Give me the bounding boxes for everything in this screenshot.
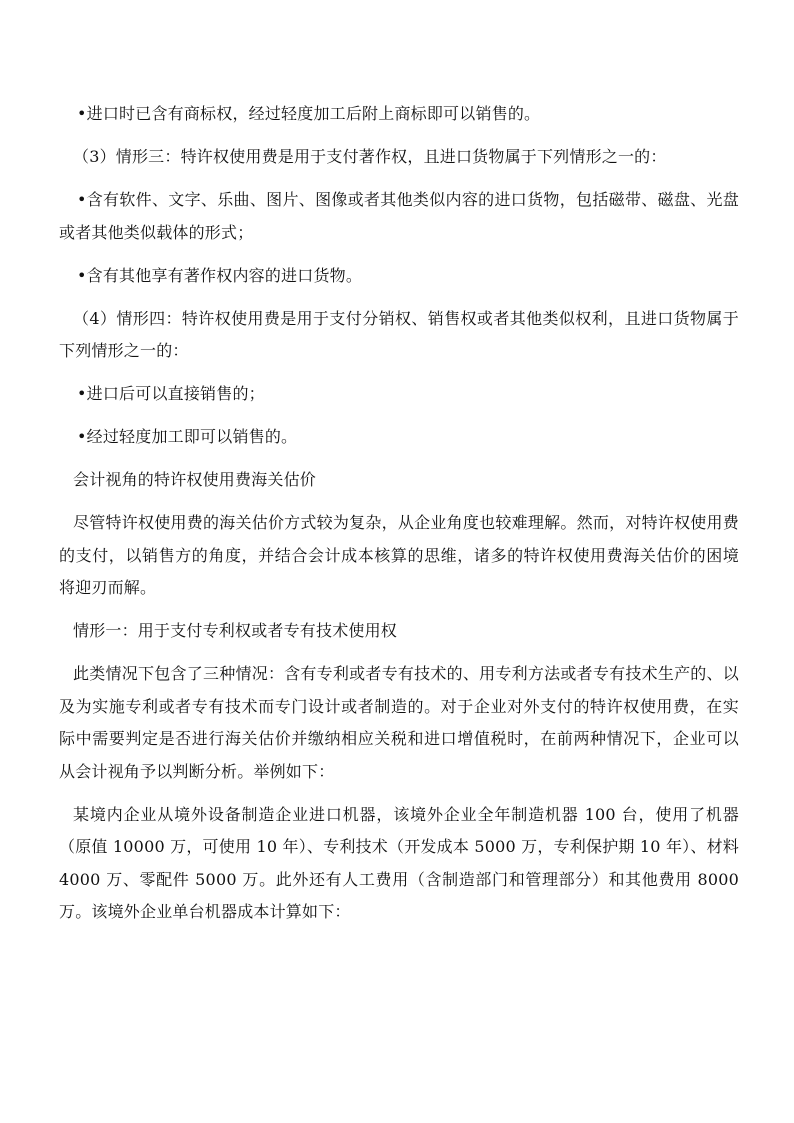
case-three-paragraph: （3）情形三：特许权使用费是用于支付著作权，且进口货物属于下列情形之一的： bbox=[73, 147, 667, 166]
intro-paragraph: 尽管特许权使用费的海关估价方式较为复杂，从企业角度也较难理解。然而，对特许权使用费的支付，以销售方的角度，并结合会计成本核算的思维，诸多的特许权使用费海关估价的困境将迎刃而解。 bbox=[59, 513, 739, 597]
case-one-paragraph: 此类情况下包含了三种情况：含有专利或者专有技术的、用专利方法或者专有技术生产的、以及为实施专利或者专有技术而专门设计或者制造的。对于企业对外支付的特许权使用费，在实际中需要判定是否进行海关估价并缴纳相应关税和进口增值税时，在前两种情况下，企业可以从会计视角予以判断分析。举例如下： bbox=[59, 664, 739, 781]
section-heading-accounting-view: 会计视角的特许权使用费海关估价 bbox=[73, 470, 317, 489]
bullet-direct-sale: •进口后可以直接销售的； bbox=[77, 384, 265, 403]
bullet-light-processing-sale: •经过轻度加工即可以销售的。 bbox=[77, 427, 298, 446]
bullet-trademark-light-processing: •进口时已含有商标权，经过轻度加工后附上商标即可以销售的。 bbox=[77, 104, 541, 123]
case-four-paragraph: （4）情形四：特许权使用费是用于支付分销权、销售权或者其他类似权利，且进口货物属于下列情形之一的： bbox=[59, 308, 739, 360]
example-paragraph: 某境内企业从境外设备制造企业进口机器，该境外企业全年制造机器 100 台，使用了机器（原值 10000 万，可使用 10 年）、专利技术（开发成本 5000 万，专利保护期 10 年）、材料 4000 万、零配件 5000 万。此外还有人工费用（含制造部门和管理部分）和其他费用 8000 万。该境外企业单台机器成本计算如下： bbox=[59, 804, 739, 921]
bullet-software-media: •含有软件、文字、乐曲、图片、图像或者其他类似内容的进口货物，包括磁带、磁盘、光盘或者其他类似载体的形式； bbox=[59, 190, 739, 242]
section-heading-case-one: 情形一：用于支付专利权或者专有技术使用权 bbox=[73, 621, 398, 640]
bullet-copyright-content: •含有其他享有著作权内容的进口货物。 bbox=[77, 265, 363, 285]
document-body bbox=[59, 98, 739, 939]
